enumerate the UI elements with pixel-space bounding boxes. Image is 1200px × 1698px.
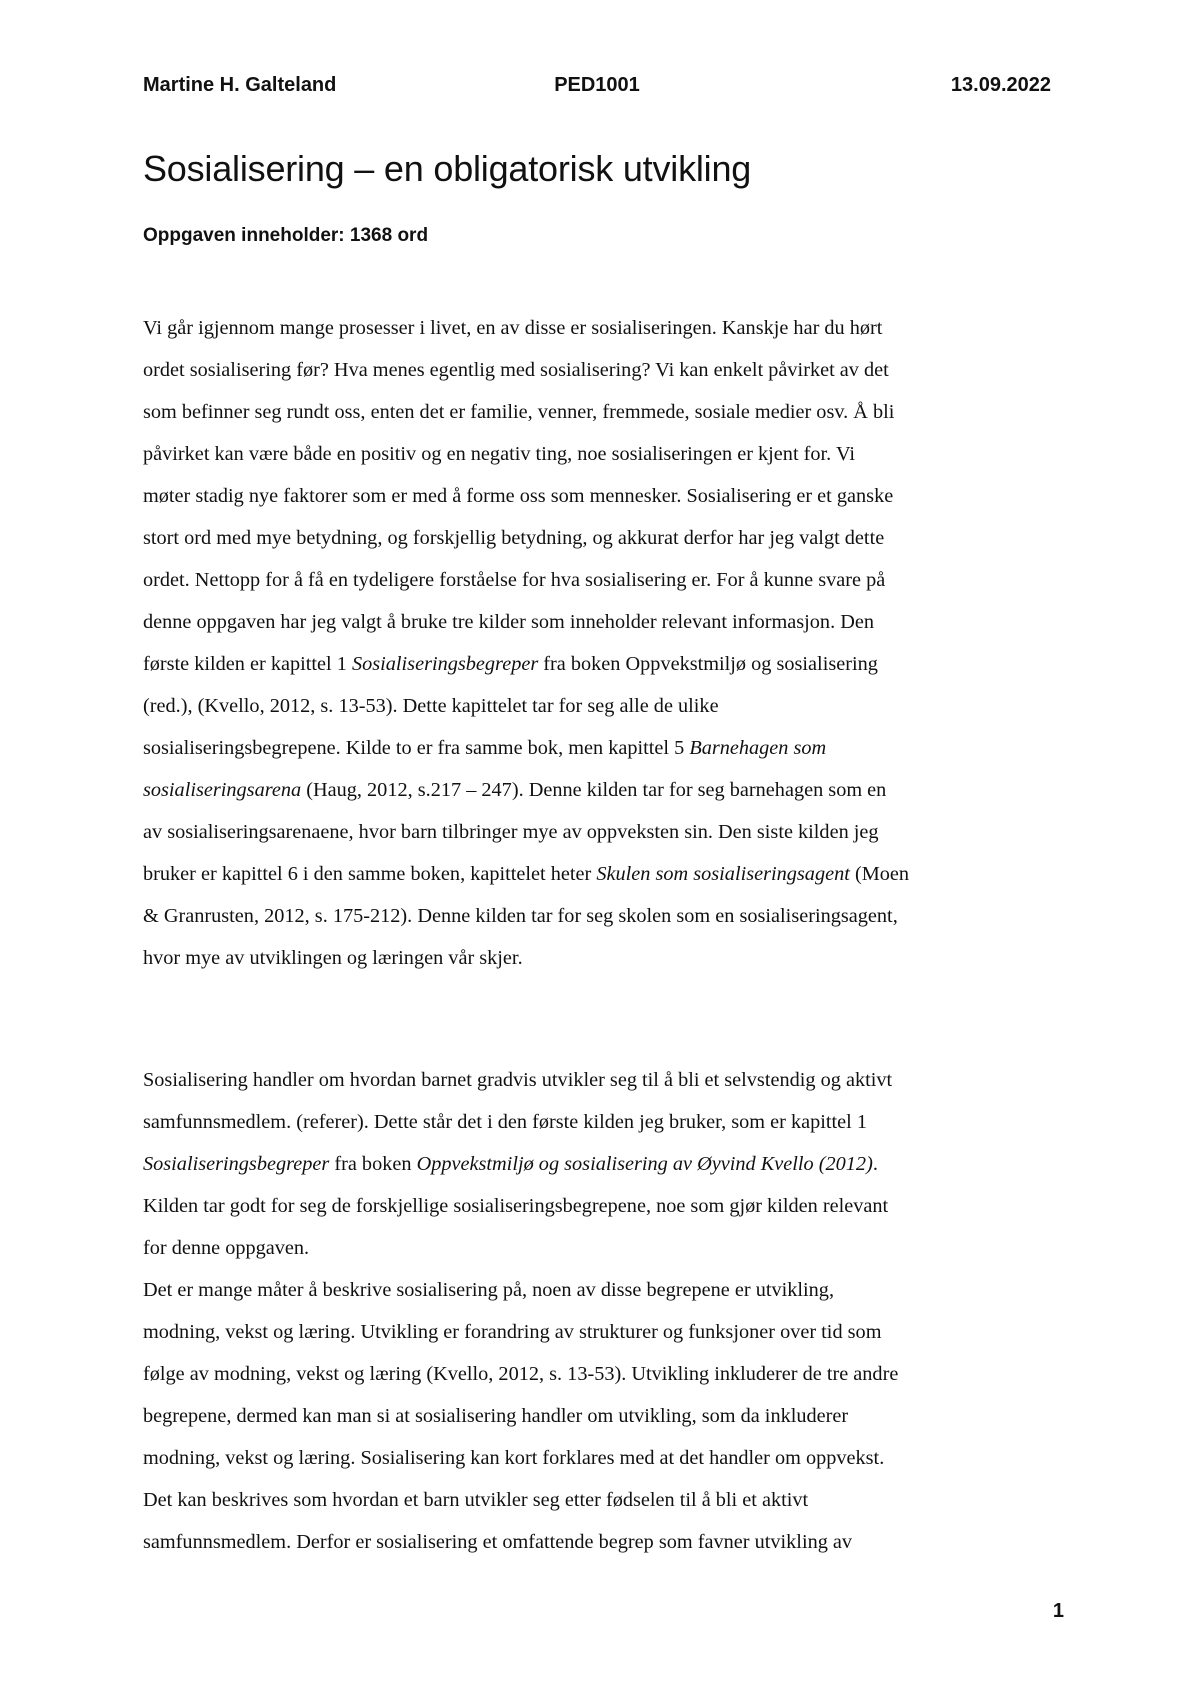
text-line bbox=[143, 853, 1063, 895]
text-segment: fra boken Oppvekstmiljø og sosialisering bbox=[538, 653, 878, 675]
text-line: ordet. Nettopp for å få en tydeligere forståelse for hva sosialisering er. For å kunne svare på bbox=[143, 569, 886, 591]
text-line: som befinner seg rundt oss, enten det er familie, venner, fremmede, sosiale medier osv. Å bli bbox=[143, 401, 895, 423]
text-line: stort ord med mye betydning, og forskjellig betydning, og akkurat derfor har jeg valgt dette bbox=[143, 527, 885, 549]
document-title: Sosialisering – en obligatorisk utvikling bbox=[143, 148, 752, 189]
text-line bbox=[143, 643, 1063, 685]
text-line: Det er mange måter å beskrive sosialisering på, noen av disse begrepene er utvikling, bbox=[143, 1279, 835, 1301]
paragraph-introduction bbox=[143, 307, 1063, 979]
text-segment: fra boken bbox=[329, 1153, 417, 1175]
text-line: & Granrusten, 2012, s. 175-212). Denne kilden tar for seg skolen som en sosialiseringsagent, bbox=[143, 905, 898, 927]
text-line: Kilden tar godt for seg de forskjellige sosialiseringsbegrepene, noe som gjør kilden relevant bbox=[143, 1195, 889, 1217]
paragraph-definition bbox=[143, 1059, 1063, 1563]
chapter-title-italic: Barnehagen som bbox=[689, 737, 827, 759]
document-date: 13.09.2022 bbox=[950, 74, 1051, 96]
chapter-title-italic: Skulen som sosialiseringsagent bbox=[596, 863, 850, 885]
text-line: hvor mye av utviklingen og læringen vår skjer. bbox=[143, 947, 523, 969]
text-line: påvirket kan være både en positiv og en negativ ting, noe sosialiseringen er kjent for. Vi bbox=[143, 443, 856, 465]
text-line: (red.), (Kvello, 2012, s. 13-53). Dette kapittelet tar for seg alle de ulike bbox=[143, 695, 719, 717]
text-line bbox=[143, 1143, 1063, 1185]
text-line: følge av modning, vekst og læring (Kvello, 2012, s. 13-53). Utvikling inkluderer de tre andre bbox=[143, 1363, 899, 1385]
text-line: for denne oppgaven. bbox=[143, 1237, 310, 1259]
text-segment: . bbox=[872, 1153, 878, 1175]
text-line: denne oppgaven har jeg valgt å bruke tre kilder som inneholder relevant informasjon. Den bbox=[143, 611, 875, 633]
word-count: Oppgaven inneholder: 1368 ord bbox=[143, 225, 429, 246]
text-line: samfunnsmedlem. (referer). Dette står det i den første kilden jeg bruker, som er kapittel 1 bbox=[143, 1111, 867, 1133]
text-segment: (Haug, 2012, s.217 – 247). Denne kilden tar for seg barnehagen som en bbox=[301, 779, 887, 801]
text-line: Vi går igjennom mange prosesser i livet, en av disse er sosialiseringen. Kanskje har du hørt bbox=[143, 317, 883, 339]
page-number: 1 bbox=[1052, 1600, 1064, 1622]
text-line: Det kan beskrives som hvordan et barn utvikler seg etter fødselen til å bli et aktivt bbox=[143, 1489, 809, 1511]
book-title-italic: Oppvekstmiljø og sosialisering av Øyvind Kvello (2012) bbox=[416, 1153, 873, 1175]
course-code: PED1001 bbox=[554, 74, 640, 96]
author-name: Martine H. Galteland bbox=[143, 74, 337, 96]
text-segment: første kilden er kapittel 1 bbox=[143, 653, 352, 675]
page-header bbox=[143, 74, 1051, 104]
chapter-title-italic: sosialiseringsarena bbox=[143, 779, 302, 801]
text-line: Sosialisering handler om hvordan barnet gradvis utvikler seg til å bli et selvstendig og aktivt bbox=[143, 1069, 893, 1091]
text-segment: sosialiseringsbegrepene. Kilde to er fra samme bok, men kapittel 5 bbox=[143, 737, 690, 759]
text-line bbox=[143, 727, 1063, 769]
text-line: modning, vekst og læring. Utvikling er forandring av strukturer og funksjoner over tid som bbox=[143, 1321, 882, 1343]
text-segment: (Moen bbox=[849, 863, 910, 885]
text-line bbox=[143, 769, 1063, 811]
text-segment: bruker er kapittel 6 i den samme boken, kapittelet heter bbox=[143, 863, 597, 885]
text-line: modning, vekst og læring. Sosialisering kan kort forklares med at det handler om oppvekst. bbox=[143, 1447, 885, 1469]
text-line: samfunnsmedlem. Derfor er sosialisering et omfattende begrep som favner utvikling av bbox=[143, 1531, 853, 1553]
chapter-title-italic: Sosialiseringsbegreper bbox=[351, 653, 539, 675]
chapter-title-italic: Sosialiseringsbegreper bbox=[143, 1153, 330, 1175]
text-line: begrepene, dermed kan man si at sosialisering handler om utvikling, som da inkluderer bbox=[143, 1405, 849, 1427]
text-line: ordet sosialisering før? Hva menes egentlig med sosialisering? Vi kan enkelt påvirket av det bbox=[143, 359, 889, 381]
text-line: av sosialiseringsarenaene, hvor barn tilbringer mye av oppveksten sin. Den siste kilden jeg bbox=[143, 821, 879, 843]
text-line: møter stadig nye faktorer som er med å forme oss som mennesker. Sosialisering er et ganske bbox=[143, 485, 894, 507]
